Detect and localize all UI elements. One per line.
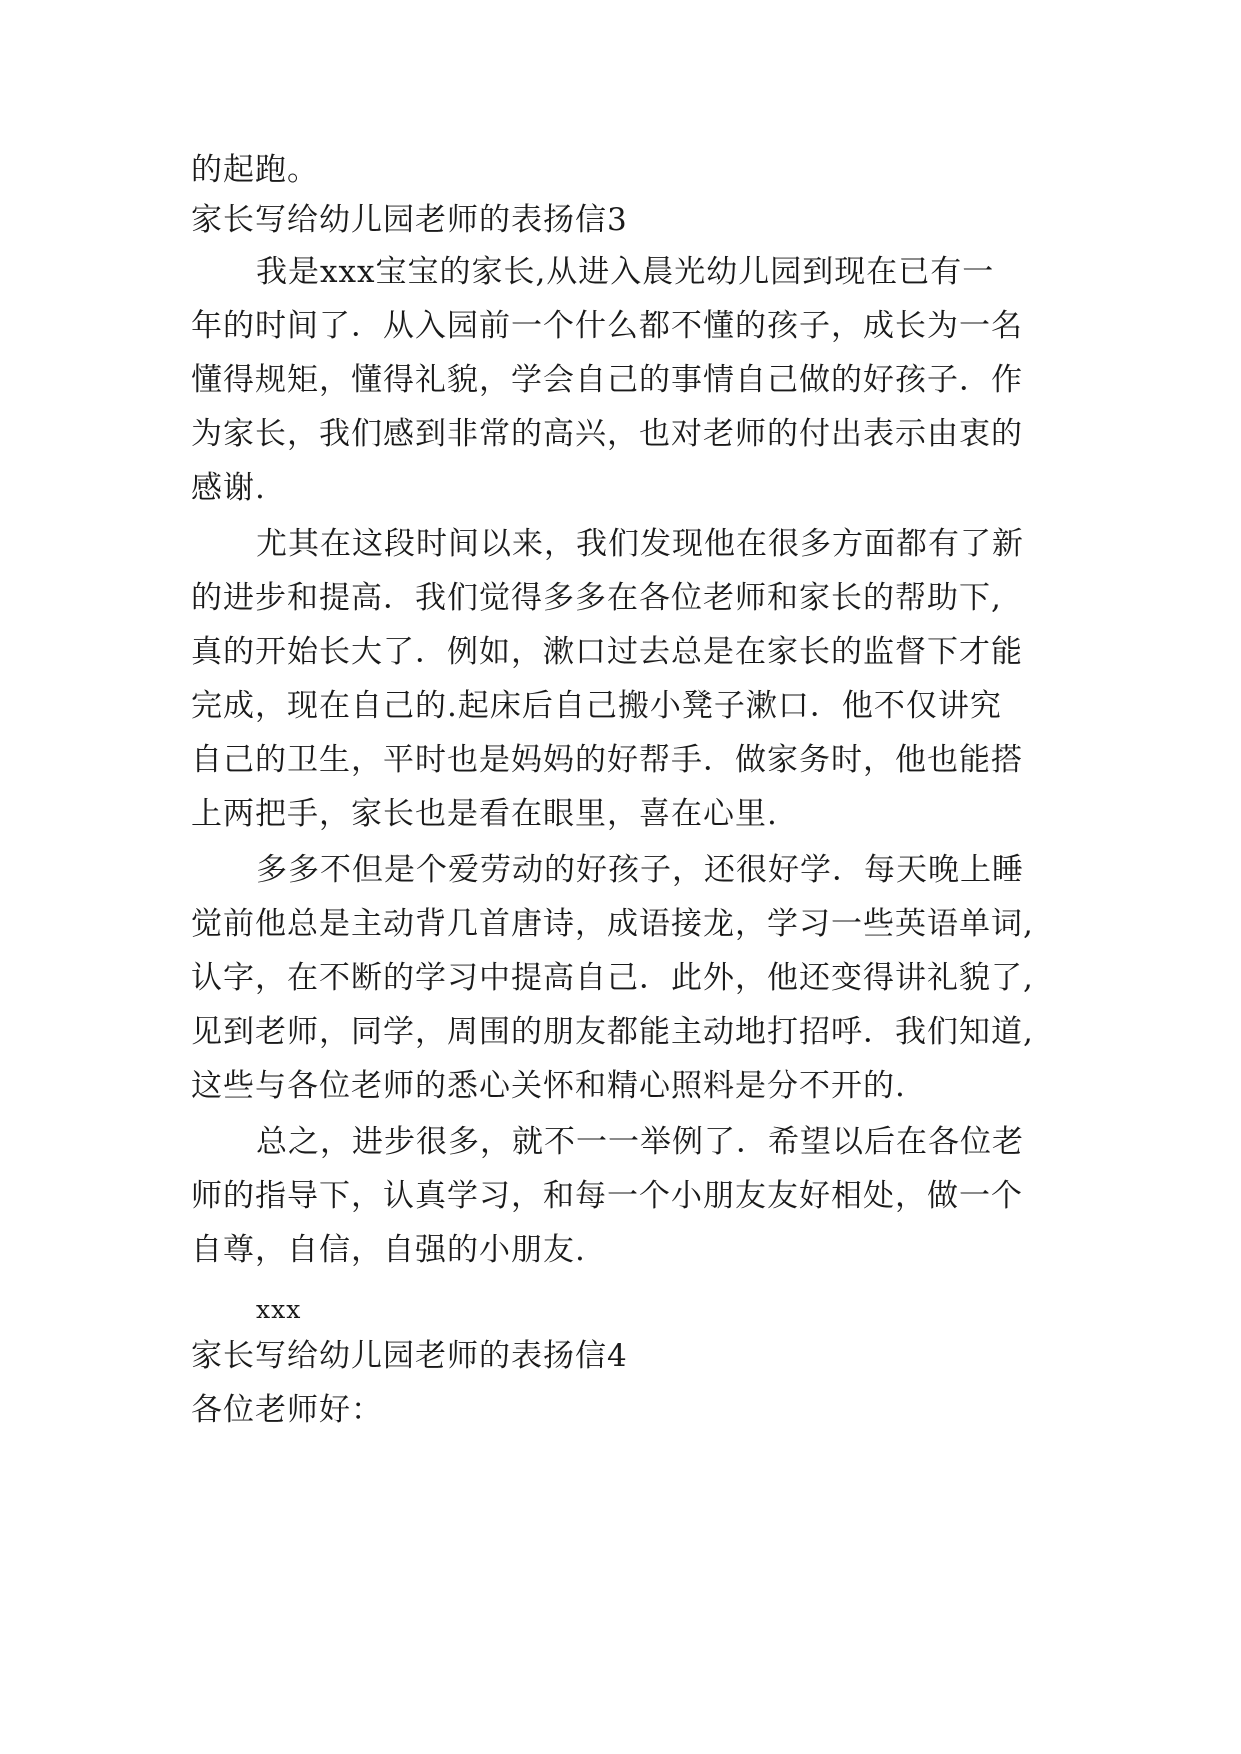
section-heading: 家长写给幼儿园老师的表扬信4 xyxy=(191,1338,628,1374)
text-line: 觉前他总是主动背几首唐诗，成语接龙，学习一些英语单词, xyxy=(191,906,1034,942)
text-line: 懂得规矩，懂得礼貌，学会自己的事情自己做的好孩子．作 xyxy=(191,362,1023,398)
section-heading: 家长写给幼儿园老师的表扬信3 xyxy=(191,202,628,238)
text-line: 师的指导下，认真学习，和每一个小朋友友好相处，做一个 xyxy=(191,1178,1023,1214)
paragraph-first-line: 总之，进步很多，就不一一举例了．希望以后在各位老 xyxy=(256,1124,1024,1160)
text-line: 自尊，自信，自强的小朋友. xyxy=(191,1232,586,1268)
text-line: 真的开始长大了．例如，漱口过去总是在家长的监督下才能 xyxy=(191,634,1023,670)
text-line: 感谢. xyxy=(191,470,266,506)
text-line: 上两把手，家长也是看在眼里，喜在心里. xyxy=(191,796,778,832)
paragraph-first-line: 多多不但是个爱劳动的好孩子，还很好学．每天晚上睡 xyxy=(256,852,1024,888)
text-line: 的起跑。 xyxy=(191,152,319,188)
text-line: 完成，现在自己的.起床后自己搬小凳子漱口．他不仅讲究 xyxy=(191,688,1002,724)
paragraph-first-line: 我是xxx宝宝的家长,从进入晨光幼儿园到现在已有一 xyxy=(256,254,995,290)
salutation: 各位老师好： xyxy=(191,1392,383,1428)
signature: xxx xyxy=(256,1295,302,1324)
text-line: 的进步和提高．我们觉得多多在各位老师和家长的帮助下, xyxy=(191,580,1002,616)
text-line: 认字，在不断的学习中提高自己．此外，他还变得讲礼貌了, xyxy=(191,960,1034,996)
text-line: 为家长，我们感到非常的高兴，也对老师的付出表示由衷的 xyxy=(191,416,1023,452)
text-line: 这些与各位老师的悉心关怀和精心照料是分不开的. xyxy=(191,1068,906,1104)
text-line: 年的时间了．从入园前一个什么都不懂的孩子，成长为一名 xyxy=(191,308,1023,344)
text-line: 自己的卫生，平时也是妈妈的好帮手．做家务时，他也能搭 xyxy=(191,742,1023,778)
paragraph-first-line: 尤其在这段时间以来，我们发现他在很多方面都有了新 xyxy=(256,526,1024,562)
text-line: 见到老师，同学，周围的朋友都能主动地打招呼．我们知道, xyxy=(191,1014,1034,1050)
